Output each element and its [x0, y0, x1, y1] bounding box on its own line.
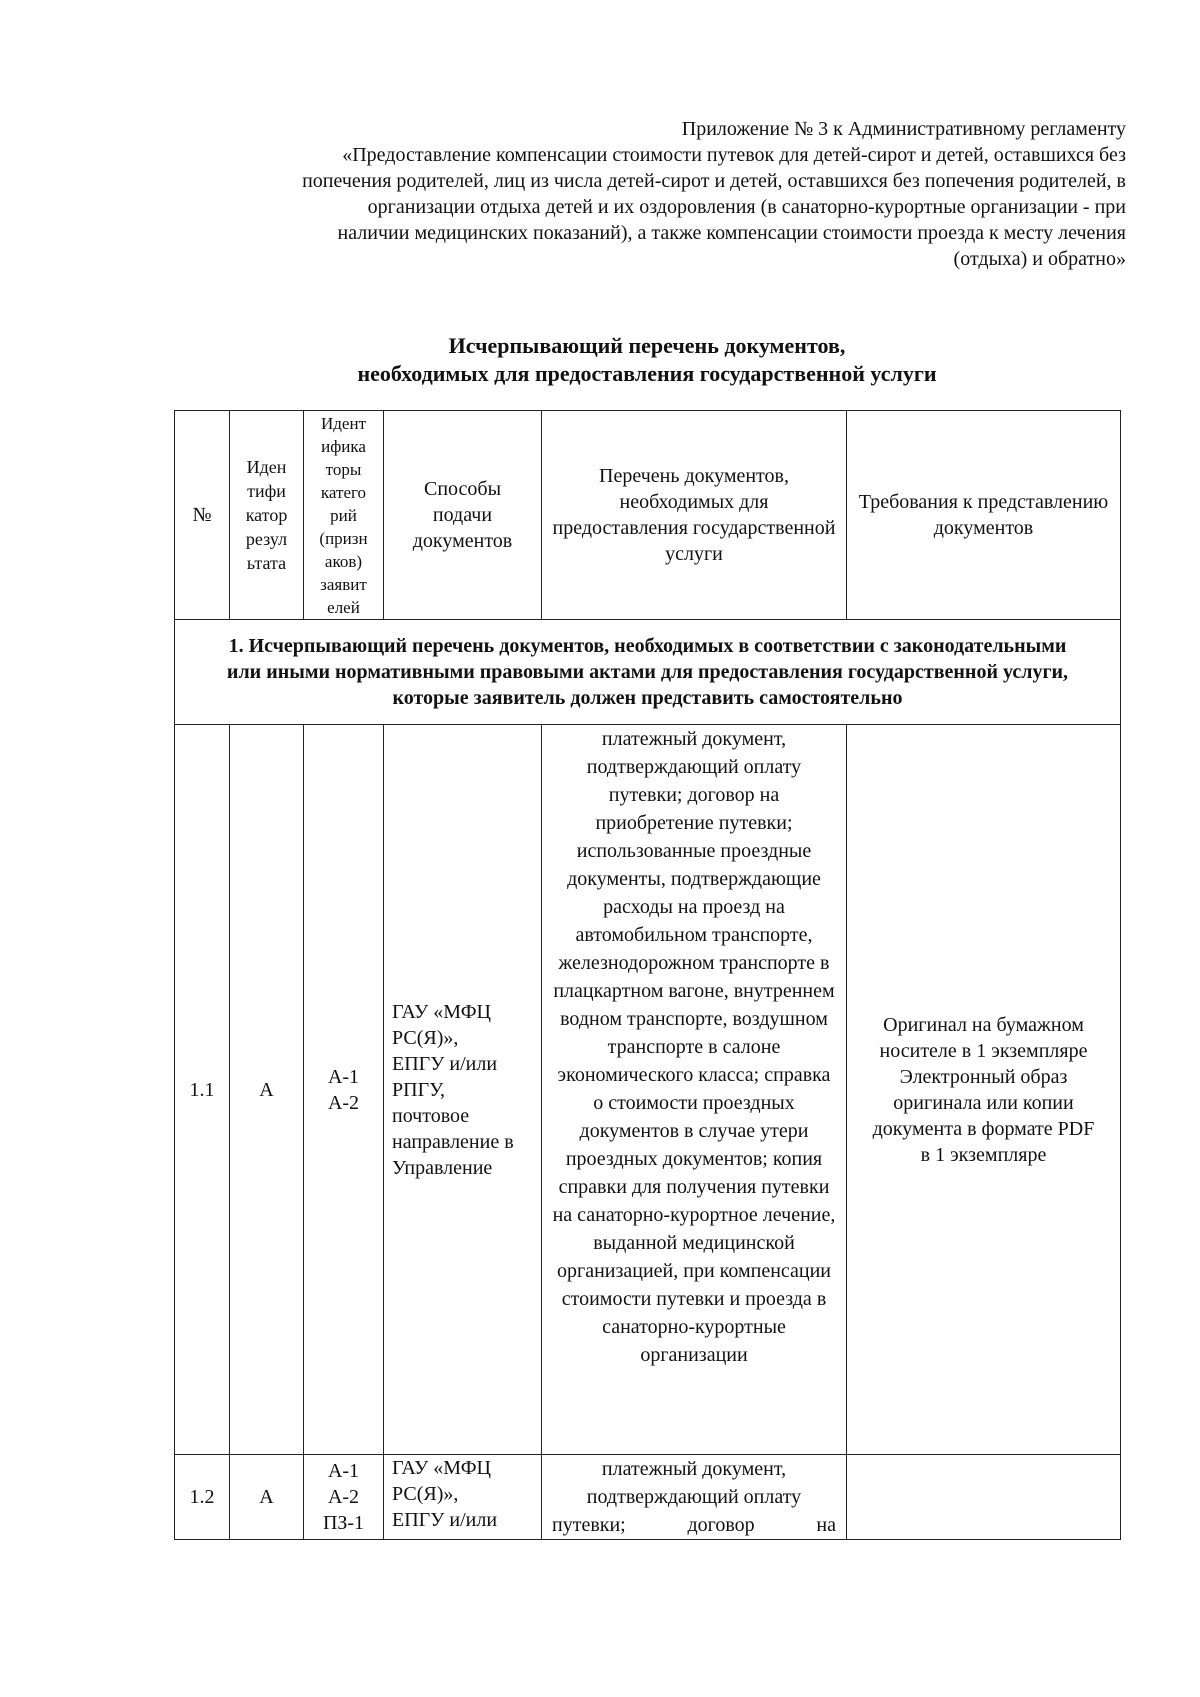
- row-submission-methods: [384, 1455, 542, 1540]
- header-requirements: Требования к представлению документов: [847, 411, 1121, 620]
- method-line: ЕПГУ и/или: [392, 1509, 498, 1531]
- method-line: РС(Я)»,: [392, 1483, 459, 1505]
- appendix-header: [180, 116, 1126, 272]
- header-number: №: [175, 411, 230, 620]
- requirement-line: Оригинал на бумажном: [883, 1013, 1084, 1036]
- method-line: направление в: [392, 1130, 514, 1153]
- method-line: ЕПГУ и/или: [392, 1052, 498, 1075]
- appendix-line: Приложение № 3 к Административному регламенту: [681, 118, 1126, 140]
- appendix-line: наличии медицинских показаний), а также компенсации стоимости проезда к месту лечения: [337, 222, 1126, 244]
- appendix-line: «Предоставление компенсации стоимости путевок для детей-сирот и детей, оставшихся без: [342, 144, 1126, 166]
- row-result-id: А: [230, 725, 304, 1455]
- row-number: 1.1: [175, 725, 230, 1455]
- section-title: 1. Исчерпывающий перечень документов, необходимых в соответствии с законодательными или иными нормативными правовыми актами для предоставления государственной услуги, которые заявитель должен представить самостоятельно: [175, 620, 1121, 725]
- document-title: [174, 332, 1120, 388]
- table-header-row: [175, 411, 1121, 620]
- category-id: А-1: [327, 1460, 360, 1482]
- row-number: 1.2: [175, 1455, 230, 1540]
- header-category-identifiers: Идент ифика торы катего рий (призн аков) заявит елей: [304, 411, 384, 620]
- row-requirements: [847, 1455, 1121, 1540]
- requirement-line: оригинала или копии: [893, 1091, 1074, 1114]
- requirement-line: в 1 экземпляре: [920, 1143, 1047, 1166]
- row-result-id: А: [230, 1455, 304, 1540]
- row-requirements: [847, 725, 1121, 1455]
- title-line-2: необходимых для предоставления государственной услуги: [357, 361, 937, 386]
- table-row: [175, 725, 1121, 1455]
- category-id: А-2: [327, 1091, 360, 1114]
- appendix-line: попечения родителей, лиц из числа детей-сирот и детей, оставшихся без попечения родителей, в: [302, 170, 1126, 192]
- row-category-ids: [304, 725, 384, 1455]
- documents-table: [174, 410, 1121, 1540]
- appendix-line: организации отдыха детей и их оздоровления (в санаторно-курортные организации - при: [367, 196, 1126, 218]
- category-id: А-1: [327, 1065, 360, 1088]
- category-id: А-2: [327, 1486, 360, 1508]
- row-submission-methods: [384, 725, 542, 1455]
- title-line-1: Исчерпывающий перечень документов,: [448, 333, 846, 358]
- appendix-line: (отдыха) и обратно»: [953, 248, 1126, 270]
- row-document-list: платежный документ, подтверждающий оплату путевки; договор на: [542, 1455, 847, 1540]
- header-document-list: Перечень документов, необходимых для предоставления государственной услуги: [542, 411, 847, 620]
- category-id: ПЗ-1: [322, 1512, 365, 1534]
- method-line: ГАУ «МФЦ: [392, 1000, 491, 1023]
- table-row: [175, 1455, 1121, 1540]
- requirement-line: носителе в 1 экземпляре: [879, 1039, 1088, 1062]
- section-row: [175, 620, 1121, 725]
- row-category-ids: [304, 1455, 384, 1540]
- header-result-identifier: Иден тифи катор резул ьтата: [230, 411, 304, 620]
- requirement-line: документа в формате PDF: [872, 1117, 1095, 1140]
- method-line: Управление: [392, 1156, 493, 1179]
- method-line: РС(Я)»,: [392, 1026, 459, 1049]
- method-line: РПГУ,: [392, 1078, 446, 1101]
- method-line: почтовое: [392, 1104, 470, 1127]
- method-line: ГАУ «МФЦ: [392, 1457, 491, 1479]
- header-submission-methods: Способы подачи документов: [384, 411, 542, 620]
- requirement-line: Электронный образ: [899, 1065, 1068, 1088]
- row-document-list: платежный документ, подтверждающий оплату путевки; договор на приобретение путевки; использованные проездные документы, подтверждающие расходы на проезд на автомобильном транспорте, железнодорожном транспорте в плацкартном вагоне, внутреннем водном транспорте, воздушном транспорте в салоне экономического класса; справка о стоимости проездных документов в случае утери проездных документов; копия справки для получения путевки на санаторно-курортное лечение, выданной медицинской организацией, при компенсации стоимости путевки и проезда в санаторно-курортные организации: [542, 725, 847, 1455]
